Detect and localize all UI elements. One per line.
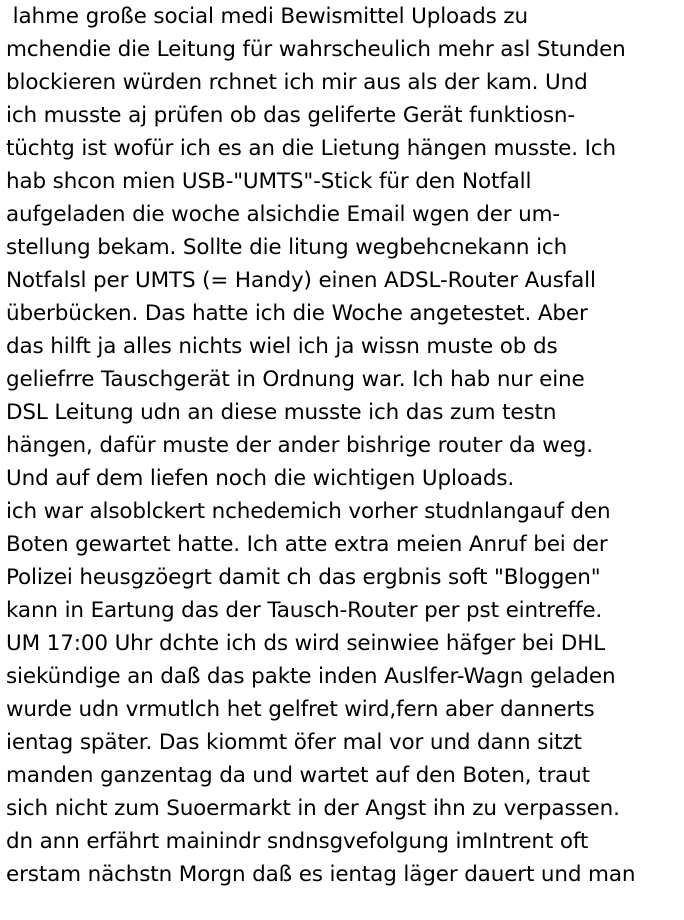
text-line: DSL Leitung udn an diese musste ich das zum testn [6, 400, 557, 425]
text-line: tüchtg ist wofür ich es an die Lietung hängen musste. Ich [6, 136, 616, 161]
text-line: mchendie die Leitung für wahrscheulich mehr asl Stunden [6, 37, 626, 62]
text-line: hab shcon mien USB-"UMTS"-Stick für den Notfall [6, 169, 532, 194]
text-line: kann in Eartung das der Tausch-Router per pst eintreffe. [6, 598, 603, 623]
text-line: geliefrre Tauschgerät in Ordnung war. Ich hab nur eine [6, 367, 585, 392]
text-line: Und auf dem liefen noch die wichtigen Uploads. [6, 466, 515, 491]
text-line: manden ganzentag da und wartet auf den Boten, traut [6, 763, 590, 788]
text-line: aufgeladen die woche alsichdie Email wgen der um- [6, 202, 561, 227]
document-body [6, 0, 684, 891]
text-line: Polizei heusgzöegrt damit ch das ergbnis soft "Bloggen" [6, 565, 601, 590]
text-line: ich musste aj prüfen ob das geliferte Gerät funktiosn- [6, 103, 575, 128]
text-line: dn ann erfährt mainindr sndnsgvefolgung imIntrent oft [6, 829, 589, 854]
text-line: ich war alsoblckert nchedemich vorher studnlangauf den [6, 499, 611, 524]
text-line: lahme große social medi Bewismittel Uploads zu [6, 4, 528, 29]
text-line: das hilft ja alles nichts wiel ich ja wissn muste ob ds [6, 334, 558, 359]
text-line: überbücken. Das hatte ich die Woche angetestet. Aber [6, 301, 588, 326]
text-line: ientag später. Das kiommt öfer mal vor und dann sitzt [6, 730, 582, 755]
text-line: sich nicht zum Suoermarkt in der Angst ihn zu verpassen. [6, 796, 620, 821]
text-line: Boten gewartet hatte. Ich atte extra meien Anruf bei der [6, 532, 608, 557]
text-line: erstam nächstn Morgn daß es ientag läger dauert und man [6, 862, 636, 887]
text-line: hängen, dafür muste der ander bishrige router da weg. [6, 433, 593, 458]
text-line: Notfalsl per UMTS (= Handy) einen ADSL-Router Ausfall [6, 268, 596, 293]
text-line: siekündige an daß das pakte inden Auslfer-Wagn geladen [6, 664, 616, 689]
text-line: stellung bekam. Sollte die litung wegbehcnekann ich [6, 235, 568, 260]
text-line: wurde udn vrmutlch het gelfret wird,fern aber dannerts [6, 697, 595, 722]
text-line: blockieren würden rchnet ich mir aus als der kam. Und [6, 70, 588, 95]
text-line: UM 17:00 Uhr dchte ich ds wird seinwiee häfger bei DHL [6, 631, 606, 656]
